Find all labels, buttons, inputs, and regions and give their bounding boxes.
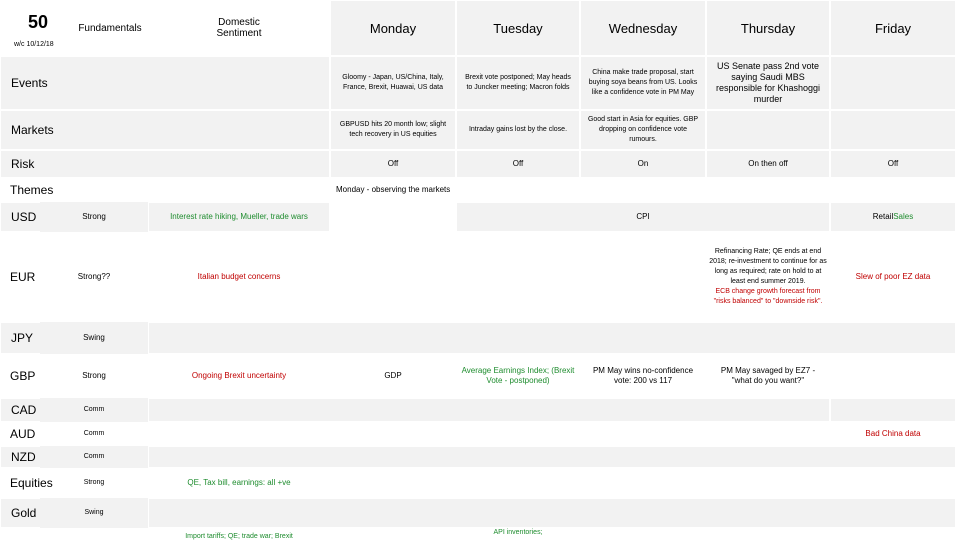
gbp-fundamentals: Strong bbox=[82, 371, 106, 380]
row-label-markets: Markets bbox=[0, 110, 330, 150]
markets-monday: GBPUSD hits 20 month low; slight tech recovery in US equities bbox=[330, 110, 456, 150]
jpy-fundamentals: Swing bbox=[40, 322, 148, 354]
day-header-wednesday: Wednesday bbox=[580, 0, 706, 56]
cad-fundamentals: Comm bbox=[40, 398, 148, 422]
row-label-aud: AUD bbox=[10, 427, 36, 441]
gbp-tuesday: Average Earnings Index; (Brexit Vote - postponed) bbox=[461, 366, 575, 385]
risk-thursday: On then off bbox=[706, 150, 830, 178]
bottom-sentiment-partial: Import tariffs; QE; trade war; Brexit bbox=[185, 533, 293, 540]
events-tuesday: Brexit vote postponed; May heads to Juncker meeting; Macron folds bbox=[456, 56, 580, 110]
gbp-monday: GDP bbox=[384, 371, 402, 380]
row-label-cad: CAD bbox=[0, 398, 148, 422]
events-monday: Gloomy - Japan, US/China, Italy, France, Brexit, Huawai, US data bbox=[330, 56, 456, 110]
row-label-themes: Themes bbox=[10, 183, 54, 197]
usd-friday bbox=[830, 202, 956, 232]
cad-friday bbox=[830, 398, 956, 422]
row-label-usd: USD bbox=[0, 202, 148, 232]
aud-fundamentals: Comm bbox=[83, 430, 105, 437]
usd-sentiment: Interest rate hiking, Mueller, trade wars bbox=[148, 202, 330, 232]
day-header-tuesday: Tuesday bbox=[456, 0, 580, 56]
eur-thursday-red: ECB change growth forecast from "risks balanced" to "downside risk". bbox=[713, 288, 823, 305]
nzd-fundamentals: Comm bbox=[40, 446, 148, 468]
day-header-friday: Friday bbox=[830, 0, 956, 56]
gbp-thursday: PM May savaged by EZ7 - "what do you want?" bbox=[720, 366, 816, 385]
markets-friday bbox=[830, 110, 956, 150]
eur-sentiment: Italian budget concerns bbox=[197, 272, 281, 281]
row-label-events: Events bbox=[0, 56, 330, 110]
domestic-sentiment-header: Domestic Sentiment bbox=[216, 17, 262, 39]
risk-monday: Off bbox=[330, 150, 456, 178]
events-wednesday: China make trade proposal, start buying soya beans from US. Looks like a confidence vote in PM May bbox=[580, 56, 706, 110]
risk-wednesday: On bbox=[580, 150, 706, 178]
jpy-empty bbox=[148, 322, 956, 354]
markets-thursday bbox=[706, 110, 830, 150]
events-friday bbox=[830, 56, 956, 110]
risk-tuesday: Off bbox=[456, 150, 580, 178]
bottom-tuesday: API inventories; bbox=[493, 529, 543, 536]
markets-tuesday: Intraday gains lost by the close. bbox=[456, 110, 580, 150]
eur-fundamentals: Strong?? bbox=[77, 272, 111, 281]
row-label-gbp: GBP bbox=[10, 369, 36, 383]
themes-note: Monday - observing the markets bbox=[336, 185, 451, 194]
cad-empty bbox=[148, 398, 830, 422]
usd-fundamentals: Strong bbox=[40, 202, 148, 232]
markets-wednesday: Good start in Asia for equities. GBP dropping on confidence vote rumours. bbox=[580, 110, 706, 150]
usd-monday bbox=[330, 202, 456, 232]
gold-fundamentals: Swing bbox=[40, 498, 148, 528]
usd-wednesday: CPI bbox=[456, 202, 830, 232]
gbp-wednesday: PM May wins no-confidence vote: 200 vs 117 bbox=[592, 366, 694, 385]
row-label-jpy: JPY bbox=[0, 322, 148, 354]
usd-friday-prefix: Retail bbox=[872, 212, 894, 221]
events-thursday: US Senate pass 2nd vote saying Saudi MBS responsible for Khashoggi murder bbox=[706, 56, 830, 110]
row-label-eur: EUR bbox=[10, 270, 36, 284]
gold-empty bbox=[148, 498, 956, 528]
week-commencing: w/c 10/12/18 bbox=[14, 40, 54, 48]
nzd-empty bbox=[148, 446, 956, 468]
equities-sentiment: QE, Tax bill, earnings: all +ve bbox=[187, 478, 291, 487]
usd-friday-highlight: Sales bbox=[893, 212, 914, 221]
row-label-risk: Risk bbox=[0, 150, 330, 178]
row-label-equities: Equities bbox=[10, 476, 53, 490]
eur-friday: Slew of poor EZ data bbox=[855, 272, 931, 281]
eur-mon-wed bbox=[330, 232, 706, 322]
row-label-nzd: NZD bbox=[0, 446, 148, 468]
fundamentals-header: Fundamentals bbox=[78, 22, 142, 34]
day-header-monday: Monday bbox=[330, 0, 456, 56]
risk-friday: Off bbox=[830, 150, 956, 178]
day-header-thursday: Thursday bbox=[706, 0, 830, 56]
eur-thursday bbox=[706, 232, 830, 322]
gbp-sentiment: Ongoing Brexit uncertainty bbox=[191, 371, 287, 380]
eur-thursday-main: Refinancing Rate; QE ends at end 2018; re-investment to continue for as long as required; rate on hold to at least end summer 2019. bbox=[709, 248, 827, 285]
aud-friday: Bad China data bbox=[865, 429, 921, 438]
row-label-gold: Gold bbox=[0, 498, 148, 528]
equities-fundamentals: Strong bbox=[83, 479, 105, 486]
week-number: 50 bbox=[27, 11, 49, 32]
